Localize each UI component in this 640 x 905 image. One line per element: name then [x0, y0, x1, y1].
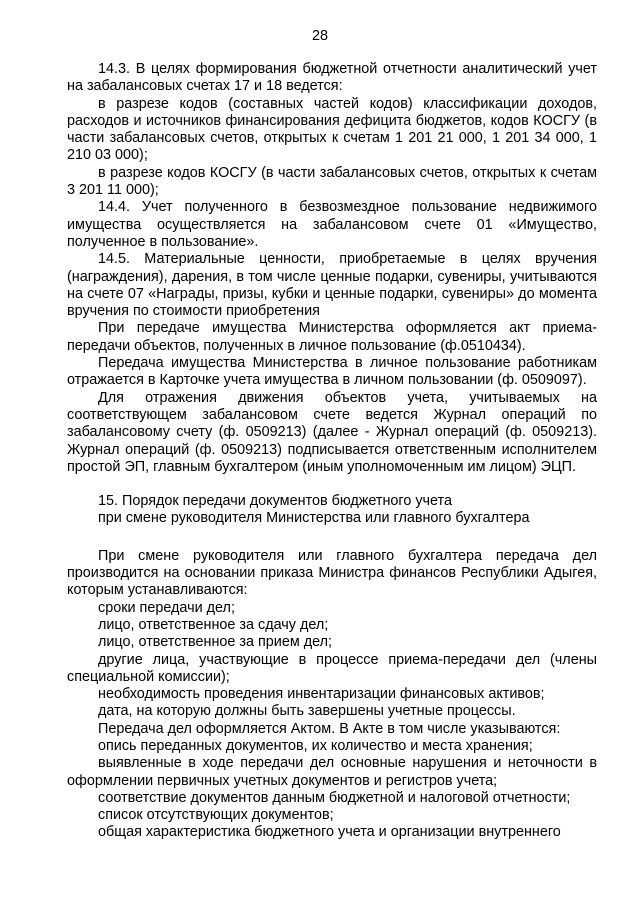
list-item: дата, на которую должны быть завершены учетные процессы. — [98, 703, 516, 720]
list-item: выявленные в ходе передачи дел основные нарушения и неточности в оформлении первичных учетных документов и регистров учета; — [67, 755, 597, 789]
paragraph: Передача дел оформляется Актом. В Акте в том числе указываются: — [98, 720, 561, 737]
list-item: опись переданных документов, их количество и места хранения; — [98, 737, 533, 754]
paragraph: 14.4. Учет полученного в безвозмездное пользование недвижимого имущества осуществляется на забалансовом счете 01 «Имущество, полученное в пользование». — [67, 199, 597, 250]
paragraph: 14.3. В целях формирования бюджетной отчетности аналитический учет на забалансовых счетах 17 и 18 ведется: — [67, 61, 597, 95]
document-body — [67, 61, 597, 842]
list-item: лицо, ответственное за прием дел; — [98, 634, 333, 651]
paragraph: в разрезе кодов (составных частей кодов) классификации доходов, расходов и источников финансирования дефицита бюджетов, кодов КОСГУ (в части забалансовых счетов, открытых к счетам 1 201 21 000, 1 201 34 000, 1 210 03 000); — [67, 95, 597, 164]
paragraph: 14.5. Материальные ценности, приобретаемые в целях вручения (награждения), дарения, в том числе ценные подарки, сувениры, учитываются на счете 07 «Награды, призы, кубки и ценные подарки, сувениры» до момента вручения по стоимости приобретения — [67, 251, 597, 320]
list-item: общая характеристика бюджетного учета и организации внутреннего — [98, 824, 561, 841]
list-item: другие лица, участвующие в процессе приема-передачи дел (члены специальной комиссии); — [67, 651, 597, 685]
paragraph: Для отражения движения объектов учета, учитываемых на соответствующем забалансовом счете ведется Журнал операций по забалансовому счету (ф. 0509213) (далее - Журнал операций (ф. 0509213). Журнал операций (ф. 0509213) подписывается ответственным исполнителем простой ЭП, главным бухгалтером (иным уполномоченным им лицом) ЭЦП. — [67, 389, 597, 475]
paragraph: При передаче имущества Министерства оформляется акт приема-передачи объектов, полученных в личное пользование (ф.0510434). — [67, 320, 597, 354]
list-item: необходимость проведения инвентаризации финансовых активов; — [98, 686, 545, 703]
section-heading-line-1: 15. Порядок передачи документов бюджетного учета — [98, 493, 452, 510]
paragraph: в разрезе кодов КОСГУ (в части забалансовых счетов, открытых к счетам 3 201 11 000); — [67, 164, 597, 199]
list-item: соответствие документов данным бюджетной и налоговой отчетности; — [98, 789, 571, 806]
spacer — [67, 476, 597, 493]
page-number: 28 — [311, 28, 328, 44]
list-item: список отсутствующих документов; — [98, 807, 334, 824]
paragraph: Передача имущества Министерства в личное пользование работникам отражается в Карточке учета имущества в личном пользовании (ф. 0509097). — [67, 355, 597, 389]
spacer — [67, 528, 597, 548]
list-item: сроки передачи дел; — [98, 599, 235, 616]
section-heading-line-2: при смене руководителя Министерства или главного бухгалтера — [98, 510, 530, 527]
paragraph: При смене руководителя или главного бухгалтера передача дел производится на основании приказа Министра финансов Республики Адыгея, которым устанавливаются: — [67, 547, 597, 599]
list-item: лицо, ответственное за сдачу дел; — [98, 616, 329, 633]
